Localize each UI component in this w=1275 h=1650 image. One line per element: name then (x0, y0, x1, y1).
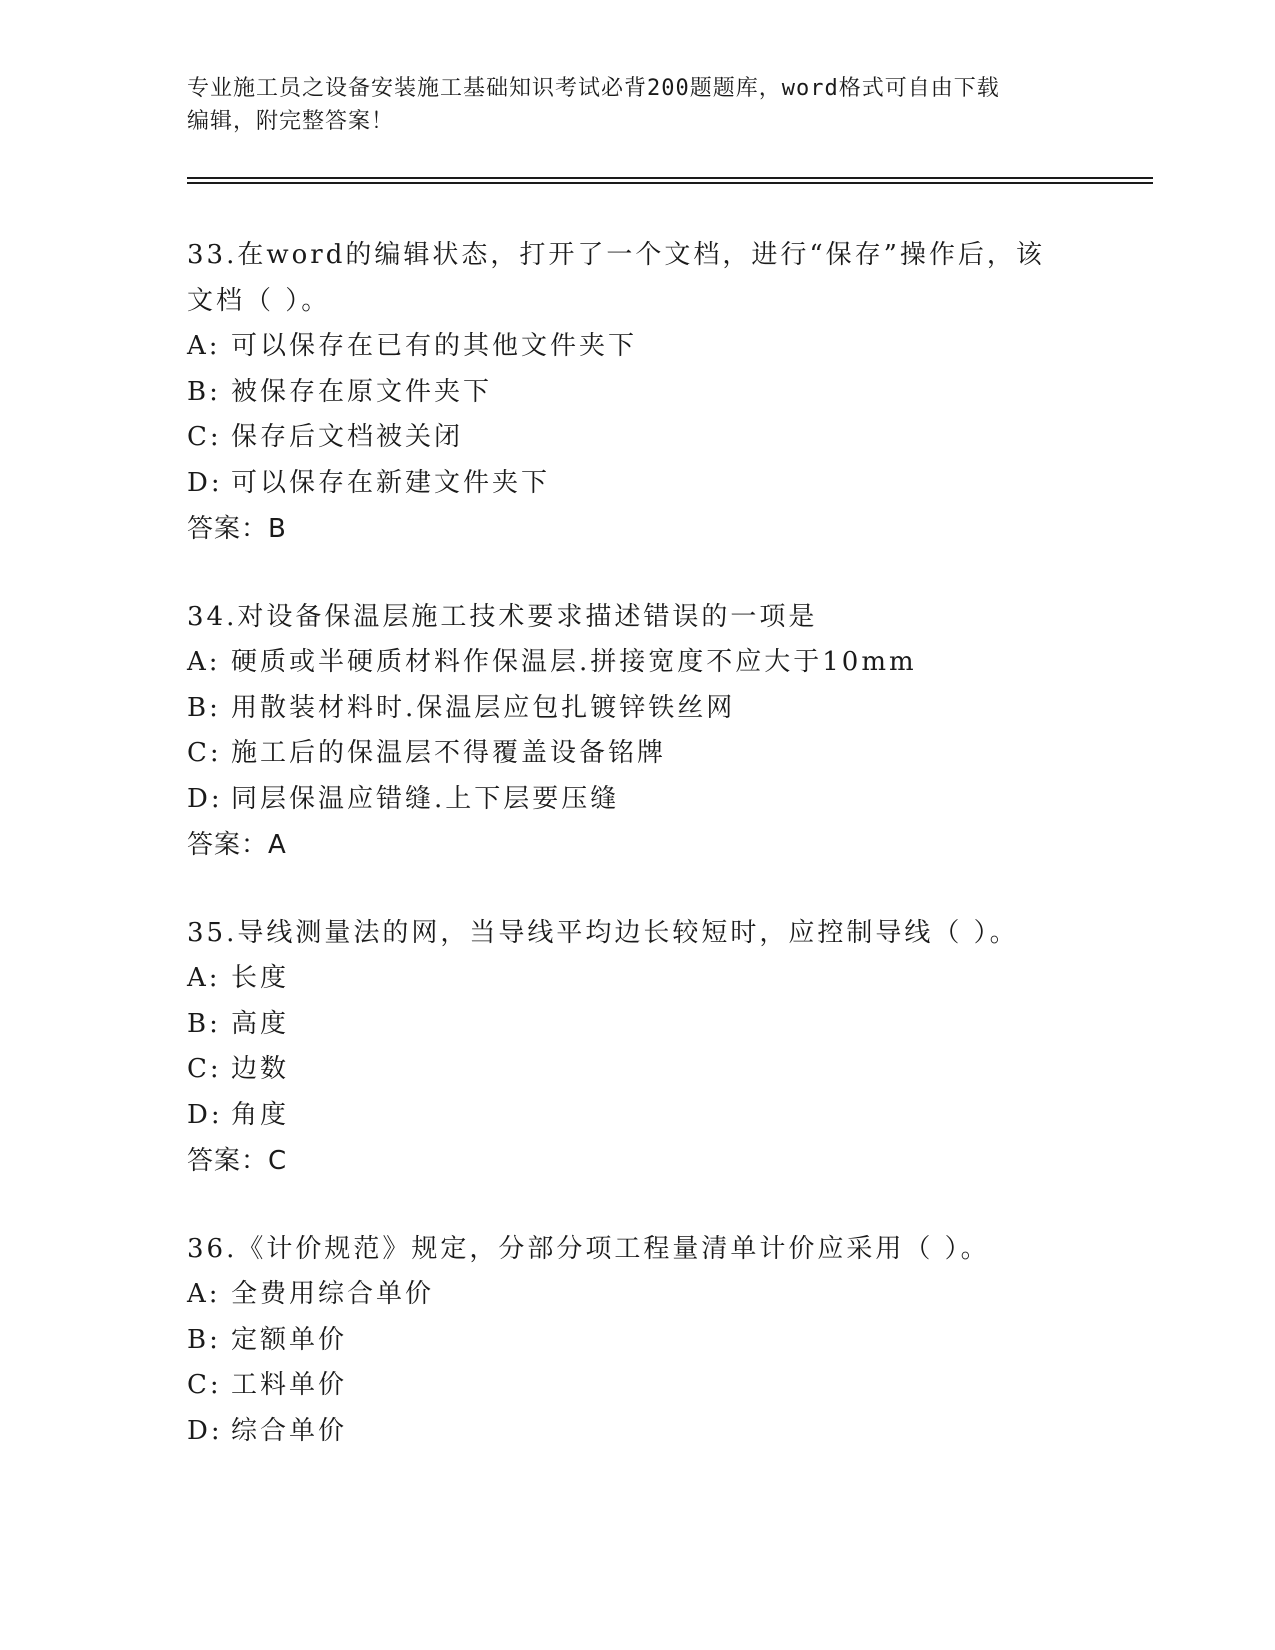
option-text: 被保存在原文件夹下 (231, 376, 493, 407)
question-35 (187, 910, 1107, 1184)
option-text: 保存后文档被关闭 (231, 422, 464, 452)
option-letter: A: (187, 647, 221, 677)
question-33 (187, 232, 1107, 552)
option-text: 长度 (231, 963, 290, 993)
question-text-line-2: 文档（ ）。 (187, 286, 331, 316)
page-header (187, 72, 1087, 138)
option-letter: A: (187, 963, 221, 993)
option-letter: A: (187, 1279, 221, 1309)
option-letter: B: (187, 692, 221, 723)
option-d (187, 461, 1107, 507)
question-text-line-1: 导线测量法的网，当导线平均边长较短时，应控制导线（ ）。 (237, 918, 1019, 948)
option-c (187, 415, 1107, 461)
option-letter: B: (187, 376, 221, 407)
question-text (187, 910, 1107, 956)
option-text: 用散装材料时.保温层应包扎镀锌铁丝网 (231, 692, 736, 723)
question-number: 36. (187, 1234, 238, 1264)
option-b (187, 1002, 1107, 1048)
option-a (187, 1272, 1107, 1318)
question-text (187, 594, 1107, 640)
answer-label: 答案：C (187, 1146, 288, 1176)
option-letter: B: (187, 1008, 221, 1039)
option-a (187, 324, 1107, 370)
option-a (187, 956, 1107, 1002)
option-text: 工料单价 (231, 1370, 348, 1400)
option-letter: A: (187, 331, 221, 361)
option-text: 硬质或半硬质材料作保温层.拼接宽度不应大于10mm (231, 647, 917, 677)
answer-label: 答案：B (187, 514, 287, 544)
option-letter: C: (187, 422, 222, 452)
option-letter: C: (187, 738, 222, 768)
option-text: 综合单价 (231, 1415, 348, 1446)
option-c (187, 1047, 1107, 1093)
option-text: 可以保存在已有的其他文件夹下 (231, 331, 638, 361)
option-b (187, 370, 1107, 416)
option-letter: D: (187, 1415, 223, 1446)
question-text-line-1: 在word的编辑状态，打开了一个文档，进行“保存”操作后，该 (237, 240, 1045, 270)
option-letter: D: (187, 783, 223, 814)
header-divider-bottom (187, 182, 1153, 184)
question-text (187, 232, 1107, 278)
header-divider-top (187, 177, 1153, 179)
option-a (187, 640, 1107, 686)
option-text: 同层保温应错缝.上下层要压缝 (231, 783, 620, 814)
answer-label: 答案：A (187, 830, 287, 860)
option-text: 高度 (231, 1008, 290, 1039)
option-letter: D: (187, 467, 223, 498)
option-c (187, 731, 1107, 777)
option-text: 施工后的保温层不得覆盖设备铭牌 (231, 738, 667, 768)
header-title-line-1: 专业施工员之设备安装施工基础知识考试必背200题题库，word格式可自由下载 (187, 76, 1000, 101)
option-b (187, 686, 1107, 732)
option-d (187, 777, 1107, 823)
question-number: 35. (187, 918, 238, 948)
option-text: 边数 (231, 1054, 290, 1084)
option-text: 可以保存在新建文件夹下 (231, 467, 551, 498)
question-text-line-1: 《计价规范》规定，分部分项工程量清单计价应采用（ ）。 (237, 1234, 990, 1264)
option-text: 角度 (231, 1099, 290, 1130)
option-b (187, 1318, 1107, 1364)
question-number: 33. (187, 240, 238, 270)
option-c (187, 1363, 1107, 1409)
option-letter: B: (187, 1324, 221, 1355)
question-number: 34. (187, 602, 238, 632)
question-34 (187, 594, 1107, 868)
question-text (187, 1226, 1107, 1272)
header-title-line-2: 编辑，附完整答案！ (187, 109, 395, 134)
question-list (187, 232, 1107, 1496)
option-d (187, 1409, 1107, 1455)
option-letter: C: (187, 1054, 222, 1084)
question-text-line-1: 对设备保温层施工技术要求描述错误的一项是 (237, 602, 818, 632)
option-text: 定额单价 (231, 1324, 348, 1355)
option-letter: D: (187, 1099, 223, 1130)
option-text: 全费用综合单价 (231, 1279, 435, 1309)
option-letter: C: (187, 1370, 222, 1400)
question-36 (187, 1226, 1107, 1454)
option-d (187, 1093, 1107, 1139)
